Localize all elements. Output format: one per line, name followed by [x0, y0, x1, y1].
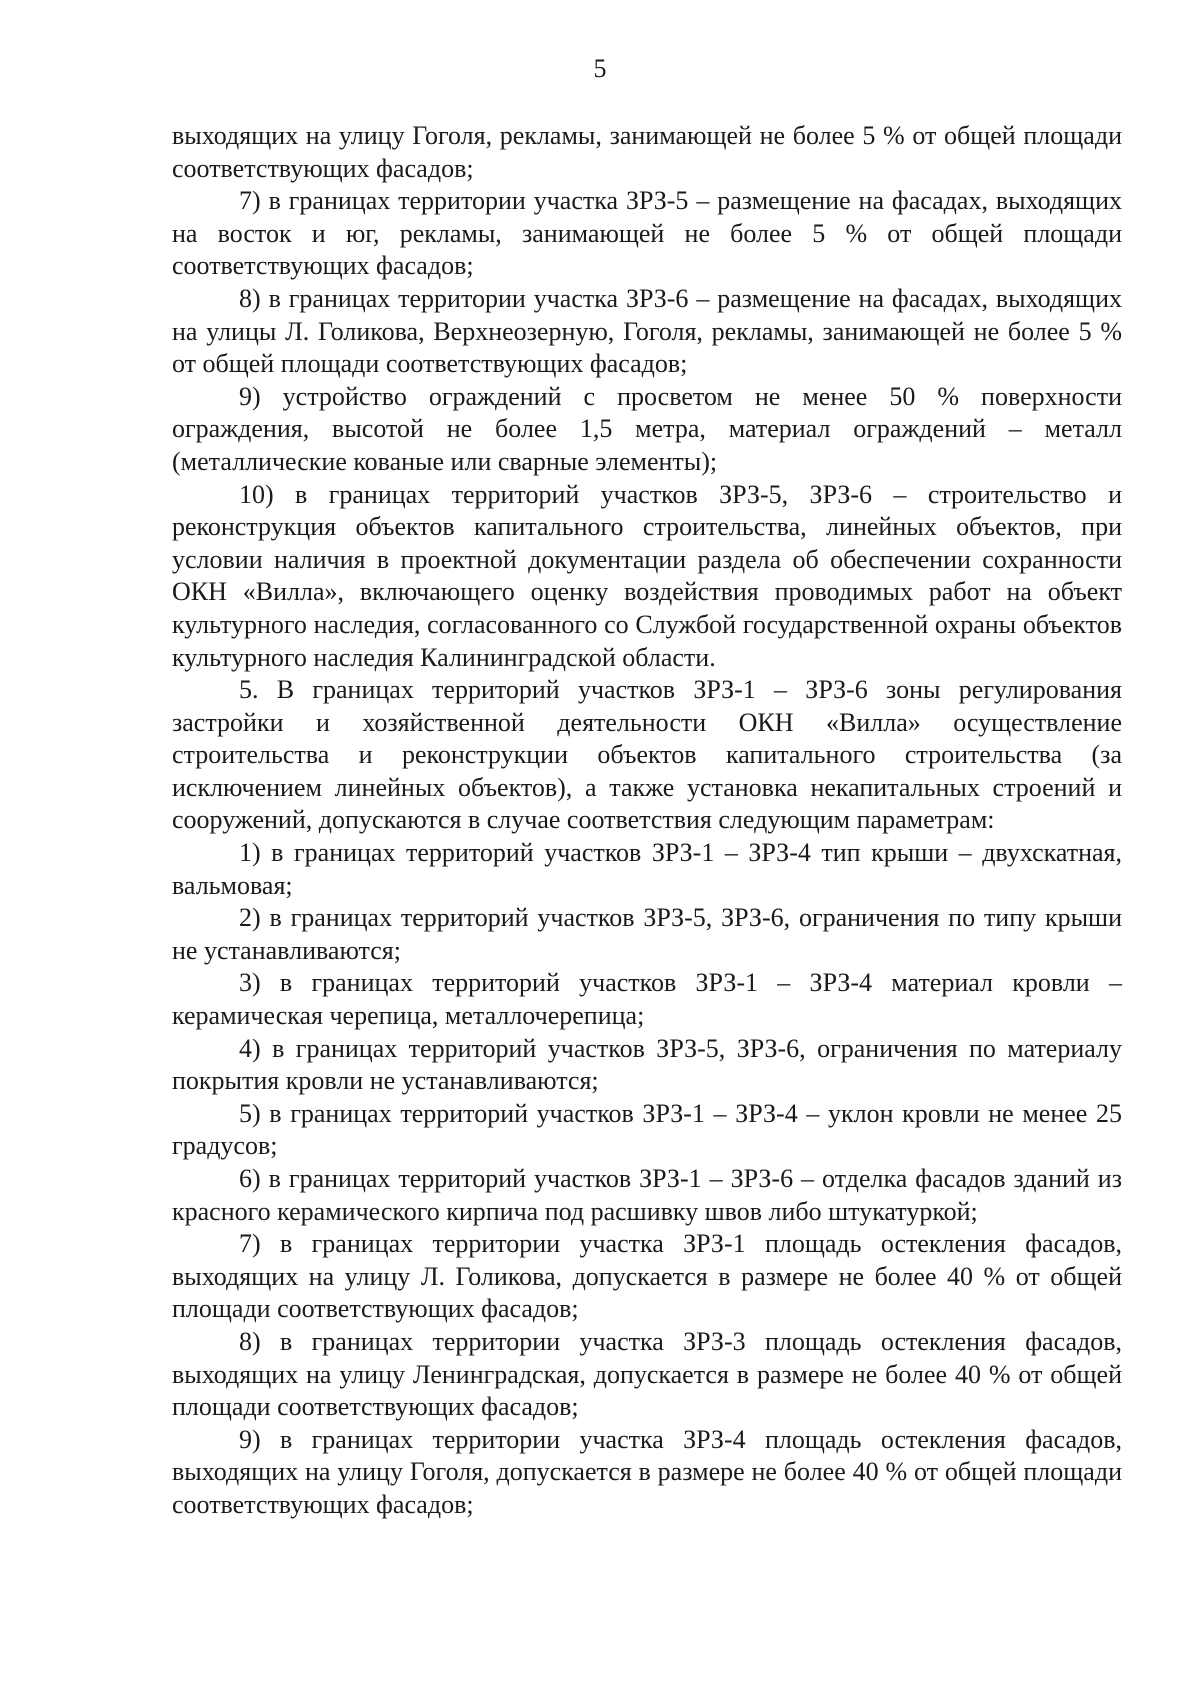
paragraph: 6) в границах территорий участков ЗРЗ-1 – ЗРЗ-6 – отделка фасадов зданий из красного керамического кирпича под расшивку швов либо штукатуркой; — [172, 1164, 1122, 1226]
paragraph: 5. В границах территорий участков ЗРЗ-1 – ЗРЗ-6 зоны регулирования застройки и хозяйственной деятельности ОКН «Вилла» осуществление строительства и реконструкции объектов капитального строительства (за исключением линейных объектов), а также установка некапитальных строений и сооружений, допускаются в случае соответствия следующим параметрам: — [172, 675, 1122, 835]
paragraph: выходящих на улицу Гоголя, рекламы, занимающей не более 5 % от общей площади соответствующих фасадов; — [172, 121, 1122, 183]
paragraph: 8) в границах территории участка ЗРЗ-3 площадь остекления фасадов, выходящих на улицу Ленинградская, допускается в размере не более 40 % от общей площади соответствующих фасадов; — [172, 1326, 1122, 1422]
paragraph: 8) в границах территории участка ЗРЗ-6 – размещение на фасадах, выходящих на улицы Л. Голикова, Верхнеозерную, Гоголя, рекламы, занимающей не более 5 % от общей площади соответствующих фасадов; — [172, 283, 1122, 379]
paragraph: 4) в границах территорий участков ЗРЗ-5, ЗРЗ-6, ограничения по материалу покрытия кровли не устанавливаются; — [172, 1033, 1122, 1096]
document-body — [172, 120, 1122, 1522]
page-number: 5 — [593, 54, 607, 83]
paragraph: 1) в границах территорий участков ЗРЗ-1 – ЗРЗ-4 тип крыши – двухскатная, вальмовая; — [172, 838, 1122, 900]
paragraph: 5) в границах территорий участков ЗРЗ-1 – ЗРЗ-4 – уклон кровли не менее 25 градусов; — [172, 1098, 1122, 1161]
paragraph: 9) в границах территории участка ЗРЗ-4 площадь остекления фасадов, выходящих на улицу Гоголя, допускается в размере не более 40 % от общей площади соответствующих фасадов; — [172, 1424, 1122, 1519]
paragraph: 10) в границах территорий участков ЗРЗ-5, ЗРЗ-6 – строительство и реконструкция объектов капитального строительства, линейных объектов, при условии наличия в проектной документации раздела об обеспечении сохранности ОКН «Вилла», включающего оценку воздействия проводимых работ на объект культурного наследия, согласованного со Службой государственной охраны объектов культурного наследия Калининградской области. — [172, 479, 1122, 672]
paragraph: 3) в границах территорий участков ЗРЗ-1 – ЗРЗ-4 материал кровли – керамическая черепица, металлочерепица; — [172, 968, 1122, 1031]
paragraph: 7) в границах территории участка ЗРЗ-1 площадь остекления фасадов, выходящих на улицу Л. Голикова, допускается в размере не более 40 % от общей площади соответствующих фасадов; — [172, 1229, 1122, 1324]
paragraph: 7) в границах территории участка ЗРЗ-5 – размещение на фасадах, выходящих на восток и юг, рекламы, занимающей не более 5 % от общей площади соответствующих фасадов; — [172, 186, 1122, 281]
paragraph: 2) в границах территорий участков ЗРЗ-5, ЗРЗ-6, ограничения по типу крыши не устанавливаются; — [172, 903, 1122, 965]
paragraph: 9) устройство ограждений с просветом не менее 50 % поверхности ограждения, высотой не более 1,5 метра, материал ограждений – металл (металлические кованые или сварные элементы); — [172, 381, 1122, 476]
